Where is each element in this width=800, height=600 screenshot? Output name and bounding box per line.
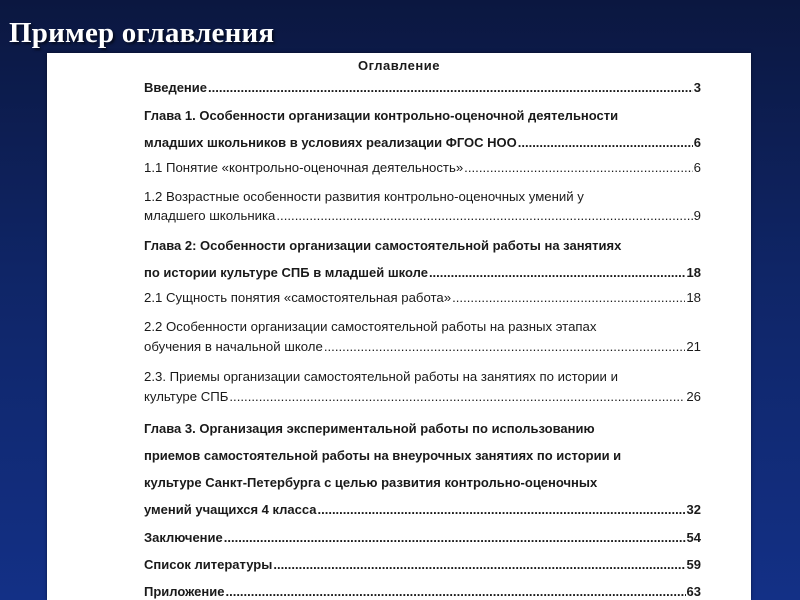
toc-entry-page: 9 xyxy=(693,208,701,223)
toc-entry-title: Глава 1. Особенности организации контрольно-оценочной деятельности xyxy=(144,108,619,123)
toc-entry xyxy=(144,317,701,337)
toc-leader xyxy=(464,155,692,180)
toc-entry xyxy=(144,285,701,310)
toc-entry-title: Глава 2: Особенности организации самостоятельной работы на занятиях xyxy=(144,238,622,253)
toc-entry-title: Заключение xyxy=(144,530,223,545)
toc-entry-page: 54 xyxy=(686,530,701,545)
toc-entry-page: 32 xyxy=(686,502,701,517)
toc-entry-title: по истории культуре СПБ в младшей школе xyxy=(144,265,428,280)
toc-entry-page: 63 xyxy=(686,584,701,599)
toc-entry-title: Приложение xyxy=(144,584,225,599)
toc-entry xyxy=(144,387,701,407)
toc-entry-page: 18 xyxy=(686,290,701,305)
toc-leader xyxy=(208,75,693,100)
toc-entry-title: приемов самостоятельной работы на внеурочных занятиях по истории и xyxy=(144,448,622,463)
toc-leader xyxy=(324,337,685,357)
slide-title: Пример оглавления xyxy=(9,17,275,49)
toc-entry-title: культуре СПБ xyxy=(144,389,229,404)
toc-entry-title: 2.3. Приемы организации самостоятельной работы на занятиях по истории и xyxy=(144,369,618,384)
toc-entry-title: 1.2 Возрастные особенности развития контрольно-оценочных умений у xyxy=(144,189,584,204)
toc-entry-title: 1.1 Понятие «контрольно-оценочная деятельность» xyxy=(144,160,464,175)
toc-entry-title: Список литературы xyxy=(144,557,273,572)
toc-entry xyxy=(144,552,701,577)
toc-entry xyxy=(144,470,701,495)
toc-entry-page: 21 xyxy=(686,339,701,354)
toc-entry xyxy=(144,416,701,441)
toc-entry-title: Глава 3. Организация экспериментальной работы по использованию xyxy=(144,421,595,436)
toc-entry xyxy=(144,367,701,387)
toc-entry xyxy=(144,337,701,357)
toc-leader xyxy=(518,130,693,155)
toc-entry-page: 26 xyxy=(686,389,701,404)
toc-entry xyxy=(144,187,701,206)
toc-entry xyxy=(144,260,701,285)
toc-entry-page: 6 xyxy=(693,160,701,175)
toc-entry-page: 59 xyxy=(686,557,701,572)
table-of-contents xyxy=(144,75,701,600)
toc-entry-page: 3 xyxy=(693,80,701,95)
toc-leader xyxy=(229,387,685,407)
toc-entry xyxy=(144,497,701,522)
toc-entry xyxy=(144,103,701,128)
toc-entry xyxy=(144,579,701,600)
toc-leader xyxy=(276,206,692,225)
toc-entry xyxy=(144,75,701,100)
toc-entry-page: 6 xyxy=(693,135,701,150)
toc-leader xyxy=(318,497,686,522)
document-page xyxy=(47,53,751,600)
toc-entry xyxy=(144,155,701,180)
toc-entry-title: культуре Санкт-Петербурга с целью развития контрольно-оценочных xyxy=(144,475,598,490)
toc-entry-title: обучения в начальной школе xyxy=(144,339,323,354)
toc-leader xyxy=(225,579,685,600)
toc-entry-title: Введение xyxy=(144,80,207,95)
toc-entry xyxy=(144,233,701,258)
toc-leader xyxy=(429,260,686,285)
toc-leader xyxy=(224,525,686,550)
toc-entry xyxy=(144,130,701,155)
toc-entry-title: 2.1 Сущность понятия «самостоятельная работа» xyxy=(144,290,452,305)
toc-leader xyxy=(452,285,685,310)
toc-entry-title: 2.2 Особенности организации самостоятельной работы на разных этапах xyxy=(144,319,597,334)
toc-leader xyxy=(273,552,685,577)
toc-entry-title: умений учащихся 4 класса xyxy=(144,502,317,517)
document-heading: Оглавление xyxy=(358,58,440,73)
toc-entry-title: младшего школьника xyxy=(144,208,276,223)
toc-entry-title: младших школьников в условиях реализации ФГОС НОО xyxy=(144,135,517,150)
toc-entry xyxy=(144,443,701,468)
toc-entry xyxy=(144,525,701,550)
toc-entry-page: 18 xyxy=(686,265,701,280)
toc-entry xyxy=(144,206,701,225)
